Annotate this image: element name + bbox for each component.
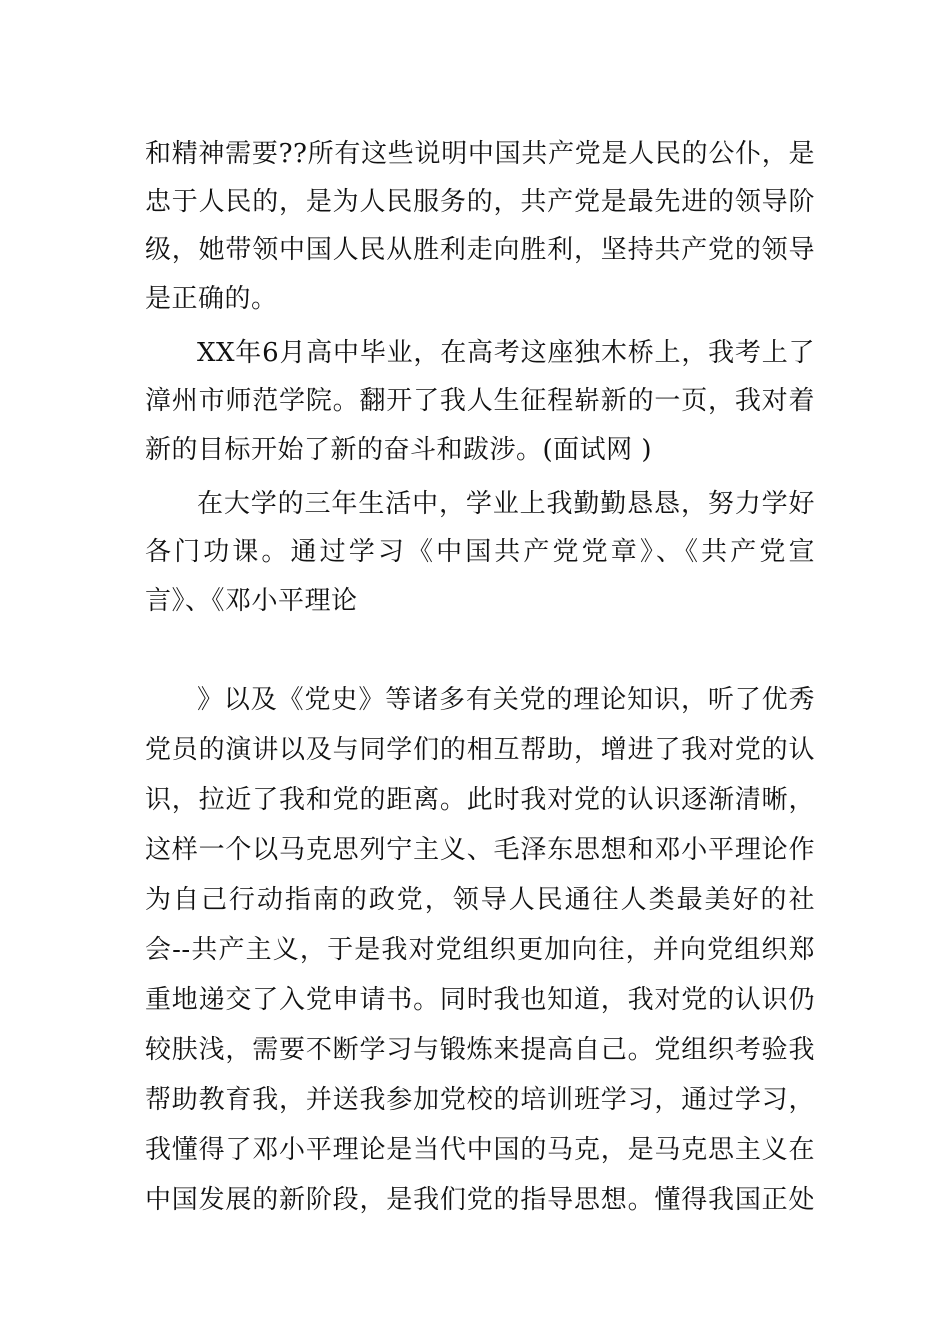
text-line: 重地递交了入党申请书。同时我也知道，我对党的认识仍 <box>145 985 815 1015</box>
paragraph-first-line: 》以及《党史》等诸多有关党的理论知识，听了优秀 <box>197 685 815 715</box>
text-line: 级，她带领中国人民从胜利走向胜利，坚持共产党的领导 <box>145 235 815 265</box>
paragraph-first-line: XX年6月高中毕业，在高考这座独木桥上，我考上了 <box>197 338 815 368</box>
paragraph-first-line: 在大学的三年生活中，学业上我勤勤恳恳，努力学好 <box>197 489 815 519</box>
text-line: 为自己行动指南的政党，领导人民通往人类最美好的社 <box>145 885 815 915</box>
text-line: 这样一个以马克思列宁主义、毛泽东思想和邓小平理论作 <box>145 835 815 865</box>
text-line: 识，拉近了我和党的距离。此时我对党的认识逐渐清晰， <box>145 785 815 815</box>
text-line: 中国发展的新阶段，是我们党的指导思想。懂得我国正处 <box>145 1185 815 1215</box>
text-line: 各门功课。通过学习《中国共产党党章》、《共产党宣 <box>145 537 815 567</box>
text-line: 漳州市师范学院。翻开了我人生征程崭新的一页，我对着 <box>145 386 815 416</box>
text-line: 我懂得了邓小平理论是当代中国的马克，是马克思主义在 <box>145 1135 815 1165</box>
text-line: 忠于人民的，是为人民服务的，共产党是最先进的领导阶 <box>145 187 815 217</box>
text-line: 帮助教育我，并送我参加党校的培训班学习，通过学习， <box>145 1085 815 1115</box>
text-line: 较肤浅，需要不断学习与锻炼来提高自己。党组织考验我 <box>145 1035 815 1065</box>
text-line: 党员的演讲以及与同学们的相互帮助，增进了我对党的认 <box>145 735 815 765</box>
text-line: 会--共产主义，于是我对党组织更加向往，并向党组织郑 <box>145 935 815 965</box>
text-line: 新的目标开始了新的奋斗和跋涉。(面试网 ) <box>145 435 653 465</box>
text-line: 和精神需要??所有这些说明中国共产党是人民的公仆，是 <box>145 139 815 169</box>
text-line: 言》、《邓小平理论 <box>145 586 358 616</box>
text-line: 是正确的。 <box>145 284 278 314</box>
